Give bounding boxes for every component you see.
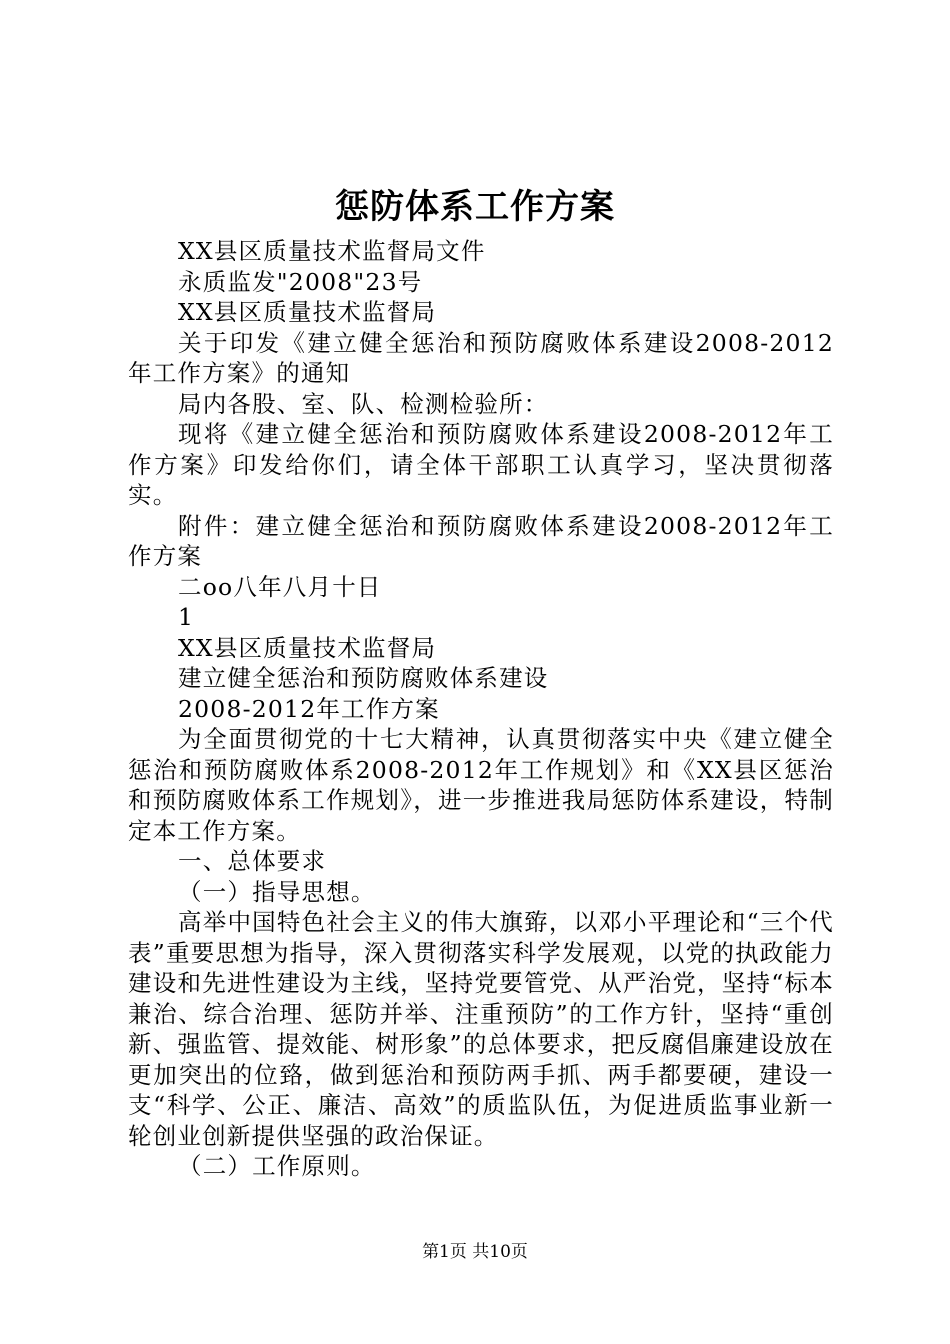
- section-heading: 一、总体要求: [178, 847, 327, 875]
- guiding-thought-paragraph: 高举中国特色社会主义的伟大旗臶，以邓小平理论和“三个代表”重要思想为指导，深入贯彻落实科学发展观，以党的执政能力建设和先进性建设为主线，坚持党要管党、从严治党，坚持“标本兼治、综合治理、惩防并举、注重预防”的工作方针，坚持“重创新、强监管、提效能、树形象”的总体要求，把反腐倡廉建设放在更加突出的位臵，做到惩治和预防两手抓、两手都要硬，建设一支“科学、公正、廉洁、高效”的质监队伍，为促进质监事业新一轮创业创新提供坚强的政治保证。: [128, 908, 834, 1150]
- recipients: 局内各股、室、队、检测检验所：: [178, 389, 549, 418]
- attachment-line: 附件：建立健全惩治和预防腐败体系建设2008-2012年工作方案: [128, 511, 834, 570]
- issue-date: 二oo八年八月十日: [178, 572, 382, 601]
- document-body: [128, 236, 834, 1182]
- document-number: 永质监发"2008"23号: [178, 267, 423, 296]
- notice-title: 关于印发《建立健全惩治和预防腐败体系建设2008-2012年工作方案》的通知: [128, 328, 834, 387]
- subsection-heading-1: （一）指导思想。: [178, 877, 376, 906]
- page-mark: 1: [178, 603, 195, 631]
- plan-issuer: XX县区质量技术监督局: [178, 633, 437, 662]
- document-title: 惩防体系工作方案: [335, 187, 615, 227]
- issuer-line: XX县区质量技术监督局文件: [178, 237, 486, 265]
- plan-title-line-2: 2008-2012年工作方案: [178, 694, 440, 723]
- issuer-name: XX县区质量技术监督局: [178, 298, 437, 326]
- intro-paragraph: 为全面贯彻党的十七大精神，认真贯彻落实中央《建立健全惩治和预防腐败体系2008-2012年工作规划》和《XX县区惩治和预防腐败体系工作规划》，进一步推进我局惩防体系建设，特制定本工作方案。: [128, 725, 834, 845]
- plan-title-line-1: 建立健全惩治和预防腐败体系建设: [178, 664, 549, 692]
- page-footer: 第1页 共10页: [422, 1242, 528, 1262]
- subsection-heading-2: （二）工作原则。: [178, 1152, 376, 1180]
- notice-body: 现将《建立健全惩治和预防腐败体系建设2008-2012年工作方案》印发给你们，请全体干部职工认真学习，坚决贯彻落实。: [128, 420, 834, 509]
